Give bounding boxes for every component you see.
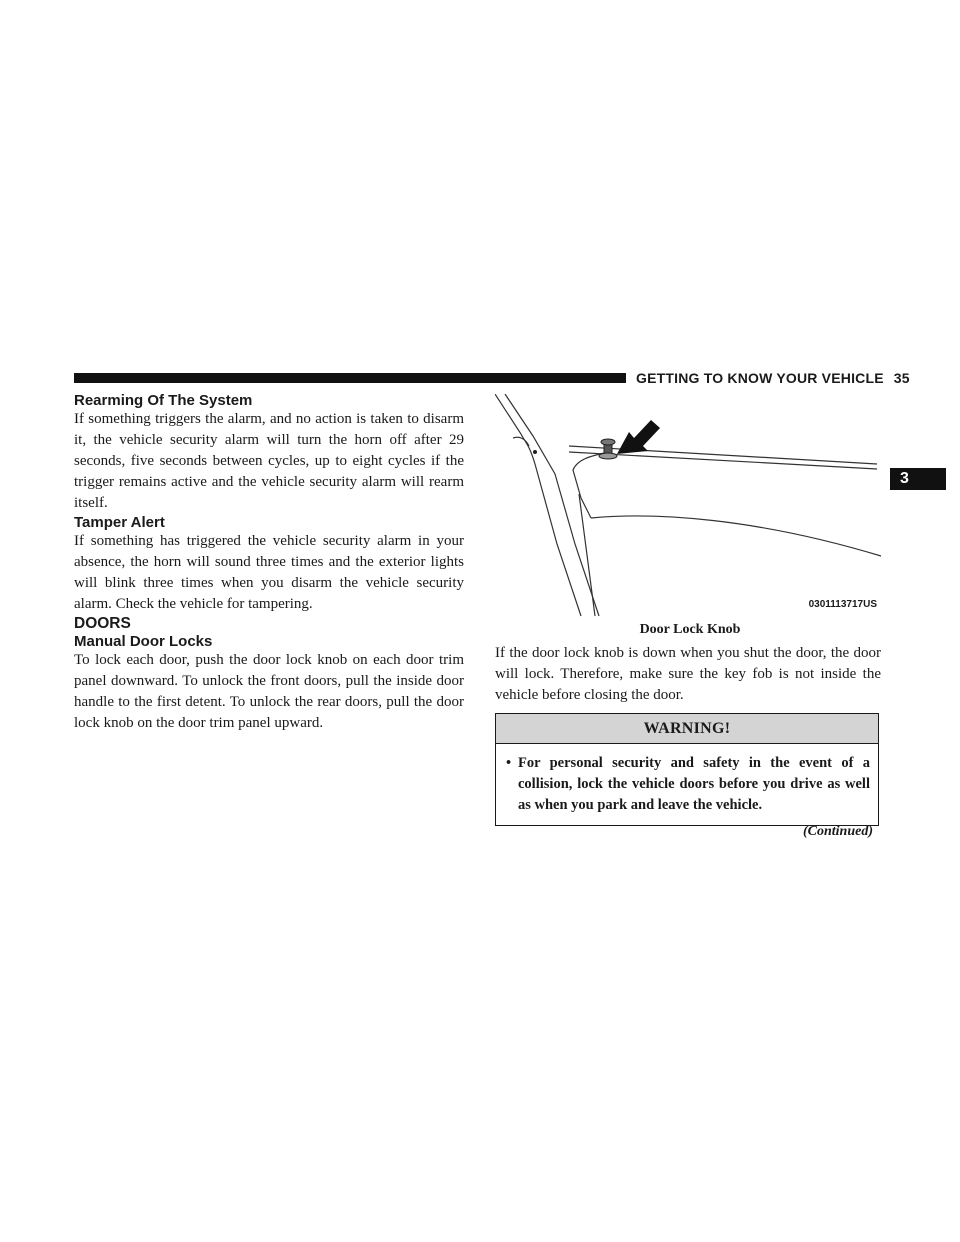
rearming-paragraph: If something triggers the alarm, and no action is taken to disarm it, the vehicle security alarm will turn the horn off after 29 seconds, five seconds between cycles, up to eight cycles if the trigger remains active and the vehicle security alarm will rearm itself. xyxy=(74,411,464,511)
pointer-arrow-icon xyxy=(617,420,660,454)
warning-item: For personal security and safety in the event of a collision, lock the vehicle doors before you drive as well as when you park and leave the vehicle. xyxy=(518,755,870,813)
right-column-text xyxy=(495,643,881,706)
rearming-heading: Rearming Of The System xyxy=(74,392,253,409)
screw-icon xyxy=(533,450,537,454)
tamper-heading: Tamper Alert xyxy=(74,514,165,531)
door-lock-knob-illustration xyxy=(495,394,885,620)
manual-locks-paragraph: To lock each door, push the door lock knob on each door trim panel downward. To unlock the front doors, pull the inside door handle to the first detent. To unlock the rear doors, pull the door lock knob on the door trim panel upward. xyxy=(74,652,464,731)
figure-caption: Door Lock Knob xyxy=(639,622,741,637)
warning-title: WARNING! xyxy=(496,714,878,744)
door-lock-paragraph: If the door lock knob is down when you shut the door, the door will lock. Therefore, make sure the key fob is not inside the vehicle before closing the door. xyxy=(495,645,881,703)
figure-code: 0301113717US xyxy=(808,599,877,610)
bullet-icon: • xyxy=(506,755,512,771)
continued-note: (Continued) xyxy=(802,824,873,839)
door-edge-line xyxy=(579,494,595,616)
manual-locks-heading: Manual Door Locks xyxy=(74,633,213,650)
section-title: GETTING TO KNOW YOUR VEHICLE xyxy=(636,370,884,386)
door-corner-curve xyxy=(573,452,609,518)
left-column xyxy=(74,392,464,734)
running-header xyxy=(636,370,910,386)
page-number: 35 xyxy=(893,370,910,386)
tamper-paragraph: If something has triggered the vehicle security alarm in your absence, the horn will sound three times and the exterior lights will blink three times when you disarm the vehicle security alarm. Check the vehicle for tampering. xyxy=(74,533,464,612)
door-panel-curve xyxy=(591,516,881,556)
chapter-tab: 3 xyxy=(890,468,946,490)
header-rule xyxy=(74,373,626,383)
warning-body xyxy=(496,744,878,825)
door-illustration-drawing xyxy=(495,394,885,620)
pillar-outer-line xyxy=(495,394,581,616)
doors-heading: DOORS xyxy=(74,615,131,632)
warning-box xyxy=(495,713,879,826)
